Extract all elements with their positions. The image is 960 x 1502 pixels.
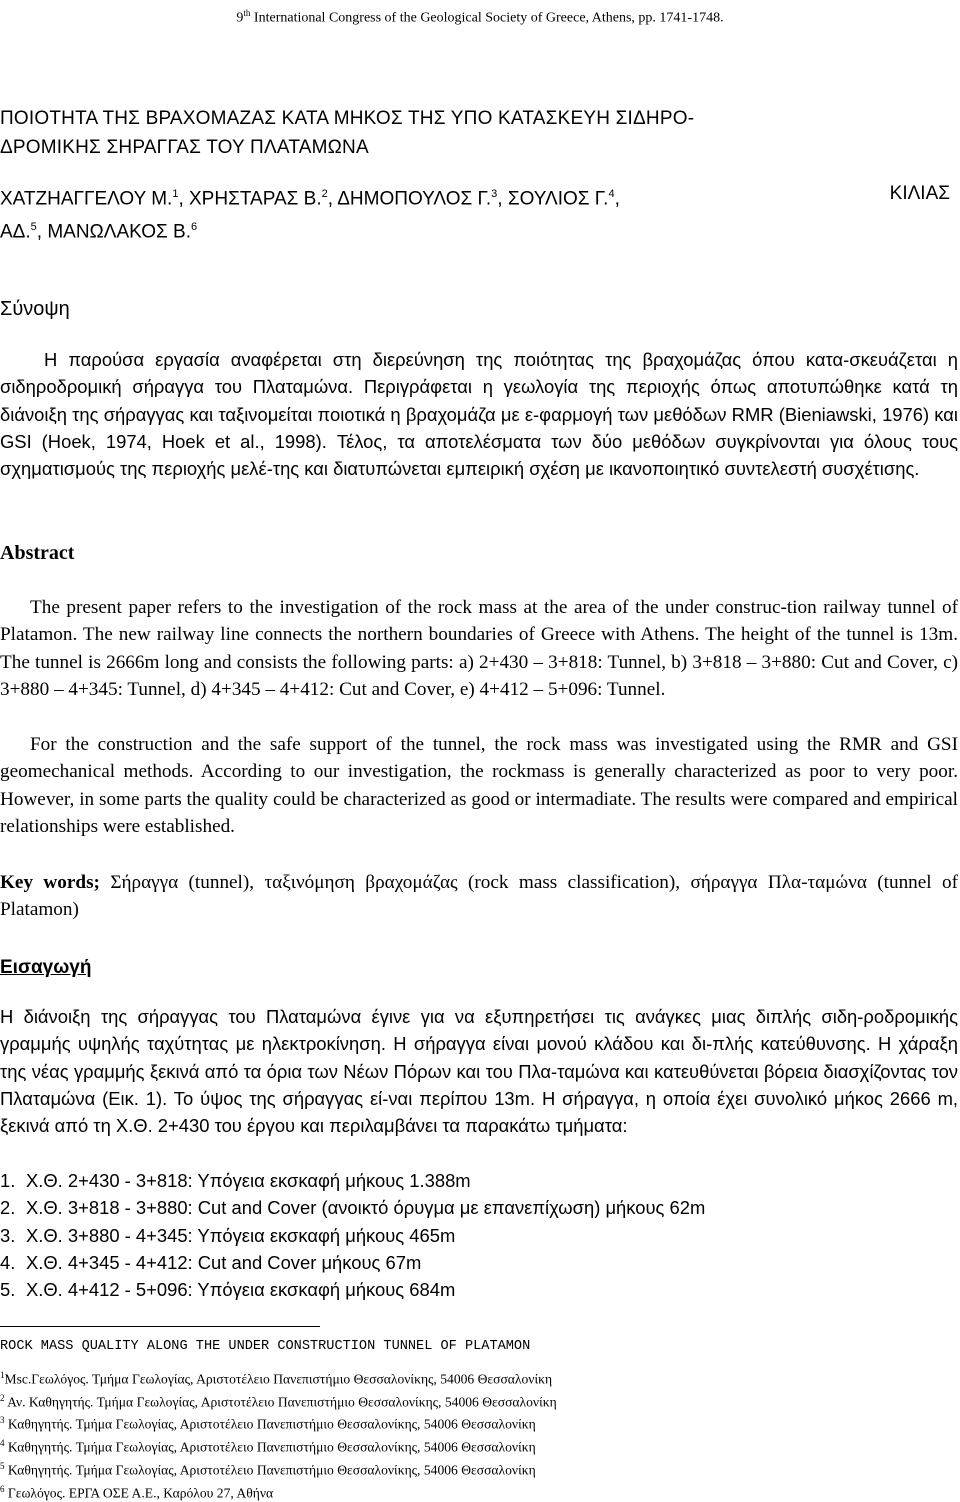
tunnel-sections-list <box>0 1167 960 1303</box>
paper-title <box>0 104 960 162</box>
author-affiliation-mark: 4 <box>608 188 615 200</box>
list-item-number: 2. <box>0 1197 16 1219</box>
footnote-number: 3 <box>0 1415 5 1426</box>
list-item-text: Χ.Θ. 3+818 - 3+880: Cut and Cover (ανοικτό όρυγμα με επανεπίχωση) μήκους 62m <box>26 1197 706 1219</box>
author-affiliation-mark: 2 <box>321 188 328 200</box>
conference-header <box>0 4 960 28</box>
keywords-label: Key words; <box>0 872 100 893</box>
summary-text: Η παρούσα εργασία αναφέρεται στη διερεύνηση της ποιότητας της βραχομάζας όπου κατα-σκευάζεται η σιδηροδρομική σήραγγα του Πλαταμώνα. Περιγράφεται η γεωλογία της περιοχής όπως αποτυπώθηκε κατά τη διάνοιξη της σήραγγας και ταξινομείται ποιοτικά η βραχομάζα με ε-φαρμογή των μεθόδων RMR (Bieniawski, 1976) και GSI (Hoek, 1974, Hoek et al., 1998). Τέλος, τα αποτελέσματα των δύο μεθόδων συγκρίνονται για όλους τους σχηματισμούς της περιοχής μελέ-της και διατυπώνεται εμπειρική σχέση με ικανοποιητικό συντελεστή συσχέτισης. <box>0 349 958 480</box>
author-name: , ΣΟΥΛΙΟΣ Γ. <box>497 188 609 210</box>
list-item <box>0 1167 960 1194</box>
footnote-text: Καθηγητής. Τμήμα Γεωλογίας, Αριστοτέλειο Πανεπιστήμιο Θεσσαλονίκης, 54006 Θεσσαλονίκη <box>4 1417 536 1432</box>
author-affiliation-mark: 1 <box>172 188 179 200</box>
authors-group-1 <box>0 180 620 213</box>
author-affiliation-mark: 5 <box>30 221 37 234</box>
list-item-text: Χ.Θ. 4+412 - 5+096: Υπόγεια εκσκαφή μήκους 684m <box>26 1279 456 1301</box>
list-item-text: Χ.Θ. 4+345 - 4+412: Cut and Cover μήκους 67m <box>26 1251 422 1273</box>
list-item-number: 5. <box>0 1279 16 1301</box>
introduction-heading: Εισαγωγή <box>0 957 92 978</box>
keywords-text: Σήραγγα (tunnel), ταξινόμηση βραχομάζας (rock mass classification), σήραγγα Πλα-ταμώνα (tunnel of Platamon) <box>0 872 958 921</box>
list-item <box>0 1249 960 1276</box>
footnote-number: 2 <box>0 1392 5 1403</box>
footnote-number: 1 <box>0 1370 5 1380</box>
footnote-text: Msc.Γεωλόγος. Τμήμα Γεωλογίας, Αριστοτέλειο Πανεπιστήμιο Θεσσαλονίκης, 54006 Θεσσαλονίκη <box>4 1371 553 1387</box>
footnote-number: 4 <box>0 1438 5 1449</box>
summary-paragraph <box>0 346 958 482</box>
footnote-divider <box>0 1326 320 1327</box>
author-name: ΑΔ. <box>0 221 31 243</box>
author-line-1 <box>0 180 950 213</box>
summary-heading: Σύνοψη <box>0 298 70 320</box>
abstract-heading: Abstract <box>0 542 75 564</box>
introduction-paragraph: Η διάνοιξη της σήραγγας του Πλαταμώνα έγινε για να εξυπηρετήσει τις ανάγκες μιας διπλής σιδη-ροδρομικής γραμμής υψηλής ταχύτητας με ηλεκτροκίνηση. Η σήραγγα είναι μονού κλάδου και δι-πλής κατεύθυνσης. Η χάραξη της νέας γραμμής ξεκινά από τα όρια των Νέων Πόρων και του Πλα-ταμώνα και κατευθύνεται βόρεια διασχίζοντας τον Πλαταμώνα (Εικ. 1). Το ύψος της σήραγγας εί-ναι περίπου 13m. Η σήραγγα, η οποία έχει συνολικό μήκος 2666 m, ξεκινά από τη Χ.Θ. 2+430 του έργου και περιλαμβάνει τα παρακάτω τμήματα: <box>0 1006 958 1137</box>
footnote-number: 5 <box>0 1460 5 1471</box>
footnote <box>0 1389 960 1412</box>
author-name: ΧΑΤΖΗΑΓΓΕΛΟΥ Μ. <box>0 188 173 210</box>
header-ordinal: 9 <box>236 10 244 26</box>
abstract-paragraph-1 <box>0 594 958 703</box>
author-separator: , <box>614 188 620 210</box>
author-affiliation-mark: 3 <box>491 188 498 200</box>
author-affiliation-mark: 6 <box>190 221 198 234</box>
author-list <box>0 180 960 247</box>
footnotes <box>0 1366 960 1502</box>
footnote <box>0 1434 960 1457</box>
header-text: International Congress of the Geological Society of Greece, Athens, pp. 1741-1748. <box>250 10 724 26</box>
footnote <box>0 1457 960 1480</box>
list-item <box>0 1276 960 1303</box>
footnote-text: Γεωλόγος. ΕΡΓΑ ΟΣΕ Α.Ε., Καρόλου 27, Αθήνα <box>4 1485 274 1501</box>
keywords-paragraph <box>0 869 958 924</box>
header-ordinal-suffix: th <box>243 8 251 18</box>
list-item-number: 4. <box>0 1251 16 1273</box>
running-title: ROCK MASS QUALITY ALONG THE UNDER CONSTRUCTION TUNNEL OF PLATAMON <box>0 1339 531 1354</box>
footnote <box>0 1411 960 1434</box>
title-line-2: ΔΡΟΜΙΚΗΣ ΣΗΡΑΓΓΑΣ ΤΟΥ ΠΛΑΤΑΜΩΝΑ <box>0 137 369 158</box>
abstract-text-1: The present paper refers to the investigation of the rock mass at the area of the under construc-tion railway tunnel of Platamon. The new railway line connects the northern boundaries of Greece with Athens. The height of the tunnel is 13m. The tunnel is 2666m long and consists the following parts: a) 2+430 – 3+818: Tunnel, b) 3+818 – 3+880: Cut and Cover, c) 3+880 – 4+345: Tunnel, d) 4+345 – 4+412: Cut and Cover, e) 4+412 – 5+096: Tunnel. <box>0 597 958 700</box>
abstract-paragraph-2 <box>0 731 958 840</box>
author-name: , ΜΑΝΩΛΑΚΟΣ Β. <box>36 221 191 243</box>
footnote-text: Αν. Καθηγητής. Τμήμα Γεωλογίας, Αριστοτέλειο Πανεπιστήμιο Θεσσαλονίκης, 54006 Θεσσαλονίκη <box>4 1394 557 1410</box>
footnote-text: Καθηγητής. Τμήμα Γεωλογίας, Αριστοτέλειο Πανεπιστήμιο Θεσσαλονίκης, 54006 Θεσσαλονίκη <box>4 1439 536 1455</box>
author-name: , ΧΡΗΣΤΑΡΑΣ Β. <box>178 188 322 210</box>
author-name: ΚΙΛΙΑΣ <box>889 183 950 204</box>
author-line-2 <box>0 213 960 246</box>
footnote-text: Καθηγητής. Τμήμα Γεωλογίας, Αριστοτέλειο Πανεπιστήμιο Θεσσαλονίκης, 54006 Θεσσαλονίκη <box>4 1462 536 1478</box>
abstract-text-2: For the construction and the safe support of the tunnel, the rock mass was investigated using the RMR and GSI geomechanical methods. According to our investigation, the rockmass is generally characterized as poor to very poor. However, in some parts the quality could be characterized as good or intermadiate. The results were compared and empirical relationships were established. <box>0 734 958 837</box>
list-item-text: Χ.Θ. 3+880 - 4+345: Υπόγεια εκσκαφή μήκους 465m <box>26 1224 456 1246</box>
list-item-text: Χ.Θ. 2+430 - 3+818: Υπόγεια εκσκαφή μήκους 1.388m <box>26 1170 471 1191</box>
footnote <box>0 1366 960 1389</box>
list-item-number: 1. <box>0 1170 16 1191</box>
list-item-number: 3. <box>0 1224 16 1246</box>
author-name: , ΔΗΜΟΠΟΥΛΟΣ Γ. <box>327 188 492 210</box>
title-line-1: ΠΟΙΟΤΗΤΑ ΤΗΣ ΒΡΑΧΟΜΑΖΑΣ ΚΑΤΑ ΜΗΚΟΣ ΤΗΣ ΥΠΟ ΚΑΤΑΣΚΕΥΗ ΣΙΔΗΡΟ- <box>0 108 695 129</box>
list-item <box>0 1194 960 1221</box>
list-item <box>0 1222 960 1249</box>
footnote <box>0 1480 960 1502</box>
footnote-number: 6 <box>0 1483 5 1494</box>
